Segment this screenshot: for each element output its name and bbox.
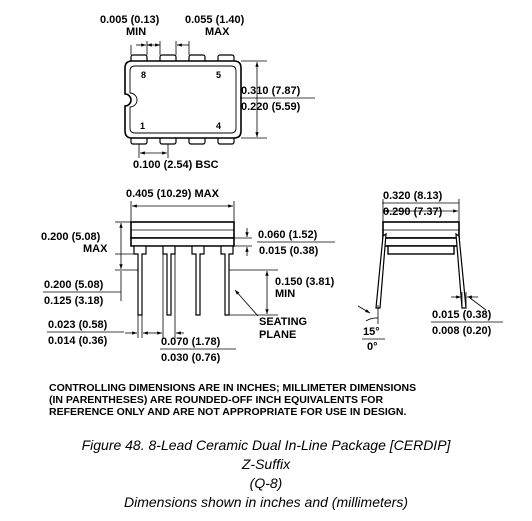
figure-caption-package-code: (Q-8) [249, 475, 283, 491]
controlling-dimensions-note [49, 382, 509, 418]
length-max-value: 0.405 (10.29) MAX [126, 188, 219, 200]
lead-length-value: 0.150 (3.81) [275, 276, 335, 288]
pin-5-label: 5 [216, 70, 222, 80]
note-line-3: REFERENCE ONLY AND ARE NOT APPROPRIATE FOR USE IN DESIGN. [49, 406, 407, 418]
lead-diameter-max-value: 0.023 (0.58) [48, 319, 108, 331]
pitch-value: 0.100 (2.54) BSC [133, 159, 219, 171]
note-line-2: (IN PARENTHESES) ARE ROUNDED-OFF INCH EQUIVALENTS FOR [49, 394, 384, 406]
figure-caption-suffix: Z-Suffix [241, 456, 291, 472]
lead-angle-min-value: 0° [367, 341, 378, 353]
lead-width-min-value: 0.005 (0.13) [100, 14, 160, 26]
side-view [41, 188, 335, 364]
height-max-tag: MAX [83, 243, 108, 255]
note-line-1: CONTROLLING DIMENSIONS ARE IN INCHES; MILLIMETER DIMENSIONS [49, 382, 417, 394]
height-max-value: 0.200 (5.08) [41, 231, 101, 243]
shoulder-max-value: 0.060 (1.52) [258, 229, 318, 241]
end-view [358, 190, 503, 353]
seat-height-max-value: 0.200 (5.08) [44, 279, 104, 291]
lead-thickness-min-value: 0.008 (0.20) [432, 325, 492, 337]
seating-plane-label-1: SEATING [259, 316, 308, 328]
pin-4-label: 4 [216, 121, 222, 131]
row-spacing-max-value: 0.320 (8.13) [383, 190, 443, 202]
pin-8-label: 8 [141, 70, 147, 80]
lead-thickness-max-value: 0.015 (0.38) [432, 309, 492, 321]
lead-diameter-min-value: 0.014 (0.36) [48, 335, 108, 347]
lead-width-max-value: 0.055 (1.40) [185, 14, 245, 26]
row-spacing-min-value: 0.290 (7.37) [383, 206, 443, 218]
body-width-min-value: 0.220 (5.59) [241, 101, 301, 113]
lead-wide-max-value: 0.070 (1.78) [161, 336, 221, 348]
top-view [100, 14, 315, 171]
lead-angle-max-value: 15° [363, 326, 380, 338]
seating-plane-label-2: PLANE [259, 329, 297, 341]
body-width-max-value: 0.310 (7.87) [241, 85, 301, 97]
figure-caption-units: Dimensions shown in inches and (millimeters) [124, 494, 408, 510]
pin-1-label: 1 [140, 121, 146, 131]
figure-caption-title: Figure 48. 8-Lead Ceramic Dual In-Line Package [CERDIP] [81, 437, 451, 453]
lead-wide-min-value: 0.030 (0.76) [161, 352, 221, 364]
shoulder-min-value: 0.015 (0.38) [259, 245, 319, 257]
lead-width-min-tag: MIN [126, 26, 147, 38]
seat-height-min-value: 0.125 (3.18) [44, 295, 104, 307]
lead-width-max-tag: MAX [205, 26, 230, 38]
lead-length-tag: MIN [275, 288, 296, 300]
